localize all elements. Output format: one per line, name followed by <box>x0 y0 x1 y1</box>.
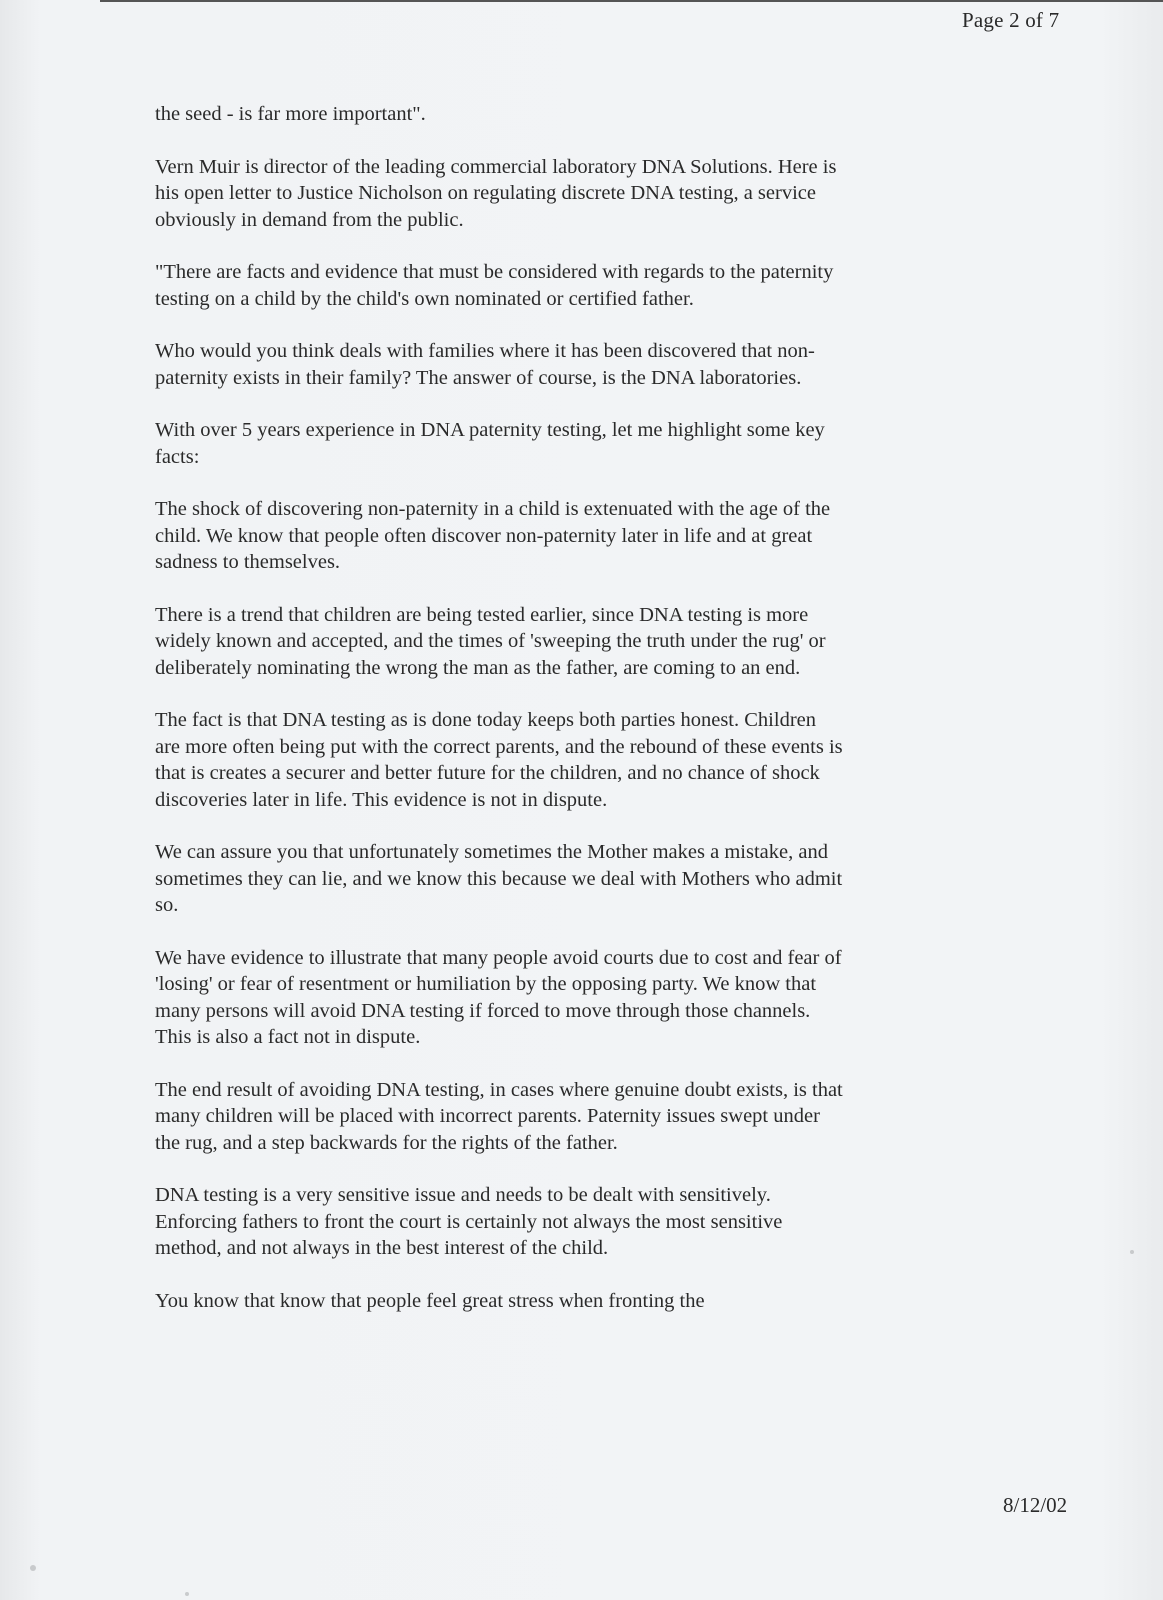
paragraph: With over 5 years experience in DNA paternity testing, let me highlight some key facts: <box>155 419 825 468</box>
page-number: Page 2 of 7 <box>962 8 1060 32</box>
letter-body <box>155 101 845 1340</box>
scan-top-edge <box>100 0 1163 2</box>
paragraph: The fact is that DNA testing as is done today keeps both parties honest. Children are more often being put with the correct parents, and the rebound of these events is that is creates a securer and better future for the children, and no chance of shock discoveries later in life. This evidence is not in dispute. <box>155 709 843 811</box>
paragraph: "There are facts and evidence that must be considered with regards to the paternity testing on a child by the child's own nominated or certified father. <box>155 261 834 310</box>
scan-speck <box>1130 1250 1134 1254</box>
scan-speck <box>30 1565 36 1571</box>
paragraph: We can assure you that unfortunately sometimes the Mother makes a mistake, and sometimes they can lie, and we know this because we deal with Mothers who admit so. <box>155 841 843 916</box>
paragraph: the seed - is far more important". <box>155 103 426 125</box>
paragraph: We have evidence to illustrate that many people avoid courts due to cost and fear of 'losing' or fear of resentment or humiliation by the opposing party. We know that many persons will avoid DNA testing if forced to move through those channels. This is also a fact not in dispute. <box>155 946 842 1048</box>
paragraph: There is a trend that children are being tested earlier, since DNA testing is more widely known and accepted, and the times of 'sweeping the truth under the rug' or deliberately nominating the wrong the man as the father, are coming to an end. <box>155 603 826 679</box>
paragraph: Vern Muir is director of the leading commercial laboratory DNA Solutions. Here is his open letter to Justice Nicholson on regulating discrete DNA testing, a service obviously in demand from the public. <box>155 155 837 231</box>
scan-speck <box>185 1592 189 1596</box>
paragraph: DNA testing is a very sensitive issue and needs to be dealt with sensitively. Enforcing fathers to front the court is certainly not always the most sensitive method, and not always in the best interest of the child. <box>155 1184 783 1259</box>
paragraph: You know that know that people feel great stress when fronting the <box>155 1289 705 1312</box>
paragraph: Who would you think deals with families where it has been discovered that non-paternity exists in their family? The answer of course, is the DNA laboratories. <box>155 340 815 389</box>
page-date: 8/12/02 <box>1003 1493 1068 1517</box>
paragraph: The shock of discovering non-paternity in a child is extenuated with the age of the child. We know that people often discover non-paternity later in life and at great sadness to themselves. <box>155 498 831 573</box>
paragraph: The end result of avoiding DNA testing, in cases where genuine doubt exists, is that many children will be placed with incorrect parents. Paternity issues swept under the rug, and a step backwards for the rights of the father. <box>155 1078 843 1154</box>
